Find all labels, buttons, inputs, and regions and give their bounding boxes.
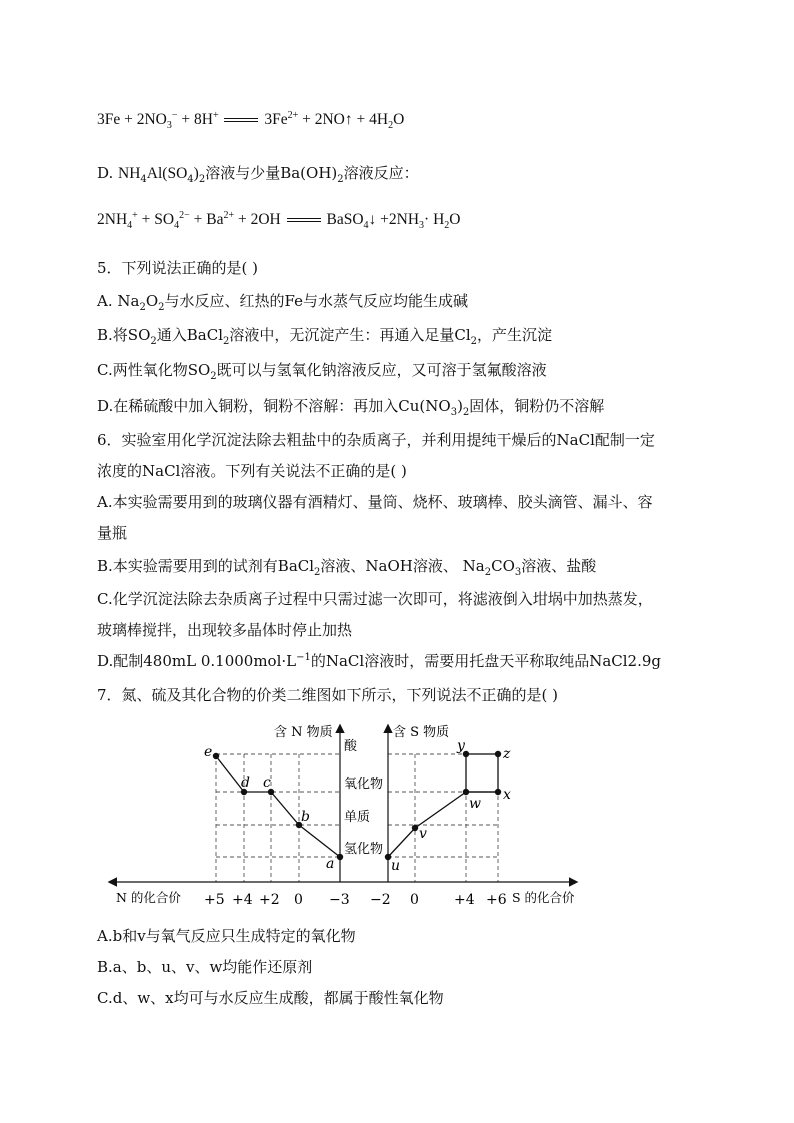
q6-option-a-line1: A.本实验需要用到的玻璃仪器有酒精灯、量筒、烧杯、玻璃棒、胶头滴管、漏斗、容 [97, 493, 653, 511]
q6-option-d: D.配制480mL $0.1000mol\cdot L^{-1}$的NaCl溶液时，需要用托盘天平称取纯品NaCl2.9g [97, 652, 662, 670]
s-path [388, 792, 498, 857]
label-a: a [326, 856, 335, 872]
q6-option-b: B.本实验需要用到的试剂有BaCl$_2$溶液、NaOH溶液、 $Na_2CO_3$溶液、盐酸 [97, 557, 597, 578]
q4-option-d: D. $NH_4Al(SO_4)_2$溶液与少量$Ba(OH)_2$溶液反应： [97, 164, 419, 185]
n-tick-plus2: +2 [259, 892, 280, 908]
label-c: c [263, 775, 271, 791]
q7-option-a: A.b和v与氧气反应只生成特定的氧化物 [97, 927, 356, 945]
point-w [463, 789, 469, 795]
label-y: y [457, 738, 465, 754]
class-label-hydride: 氢化物 [344, 842, 384, 857]
s-axis-title: 含 S 物质 [393, 725, 450, 740]
point-v [412, 825, 418, 831]
valence-class-diagram [108, 712, 588, 912]
s-tick-minus2: −2 [370, 892, 391, 908]
q6-stem-line1: 6．实验室用化学沉淀法除去粗盐中的杂质离子，并利用提纯干燥后的NaCl配制一定 [97, 431, 655, 449]
label-e: e [204, 744, 213, 760]
x-axis-label-s: S 的化合价 [512, 890, 575, 905]
q5-option-a: A. $Na_2O_2$与水反应、红热的Fe与水蒸气反应均能生成碱 [97, 292, 468, 313]
s-tick-plus4: +4 [454, 892, 475, 908]
equals-sign [287, 218, 321, 222]
q7-option-c: C.d、w、x均可与水反应生成酸，都属于酸性氧化物 [97, 989, 444, 1007]
n-path [216, 756, 340, 857]
label-x: x [503, 787, 511, 803]
label-w: w [469, 796, 481, 812]
q7-option-b: B.a、b、u、v、w均能作还原剂 [97, 958, 313, 976]
q5-option-c: C.两性氧化物$SO_2$既可以与氢氧化钠溶液反应，又可溶于氢氟酸溶液 [97, 361, 547, 382]
class-label-element: 单质 [344, 810, 371, 825]
label-z: z [503, 746, 511, 762]
n-tick-plus5: +5 [204, 892, 225, 908]
point-x [495, 789, 501, 795]
s-tick-plus6: +6 [486, 892, 507, 908]
n-axis-title: 含 N 物质 [274, 725, 333, 740]
class-label-oxide: 氧化物 [344, 777, 384, 792]
n-tick-plus4: +4 [232, 892, 253, 908]
x-axis-label-n: N 的化合价 [116, 890, 181, 905]
label-d: d [241, 775, 250, 791]
s-tick-0: 0 [410, 892, 419, 908]
point-a [337, 854, 343, 860]
q5-option-b: B.将$SO_2$通入BaCl$_2$溶液中，无沉淀产生：再通入足量$Cl_2$，产生沉淀 [97, 326, 553, 347]
q6-option-c-line1: C.化学沉淀法除去杂质离子过程中只需过滤一次即可，将滤液倒入坩埚中加热蒸发， [97, 590, 653, 608]
n-tick-0: 0 [294, 892, 303, 908]
s-square [466, 754, 498, 792]
point-e [213, 753, 219, 759]
equation-fe-nitrate: $3Fe + 2NO_3^- + 8H^+$ $3Fe^{2+}$ + 2NO↑ + $4H_2O$ [97, 109, 405, 132]
q7-stem: 7．氮、硫及其化合物的价类二维图如下所示，下列说法不正确的是( ) [97, 686, 559, 704]
label-v: v [419, 826, 427, 842]
class-label-acid: 酸 [344, 739, 358, 754]
q6-option-c-line2: 玻璃棒搅拌，出现较多晶体时停止加热 [97, 621, 353, 639]
point-z [495, 751, 501, 757]
equals-sign [224, 118, 258, 122]
label-u: u [391, 858, 401, 874]
equation-nh4-al: $2NH_4^+ + SO_4^{2-} + Ba^{2+} + 2OH$ BaSO$_4$↓ $+2NH_3\cdot H_2O$ [97, 209, 461, 232]
label-b: b [301, 809, 310, 825]
q5-option-d: D.在稀硫酸中加入铜粉，铜粉不溶解：再加入$Cu(NO_3)_2$固体，铜粉仍不溶解 [97, 397, 605, 418]
q6-stem-line2: 浓度的NaCl溶液。下列有关说法不正确的是( ) [97, 462, 407, 480]
n-tick-minus3: −3 [329, 892, 350, 908]
q5-stem: 5．下列说法正确的是( ) [97, 259, 259, 277]
q6-option-a-line2: 量瓶 [97, 524, 128, 542]
